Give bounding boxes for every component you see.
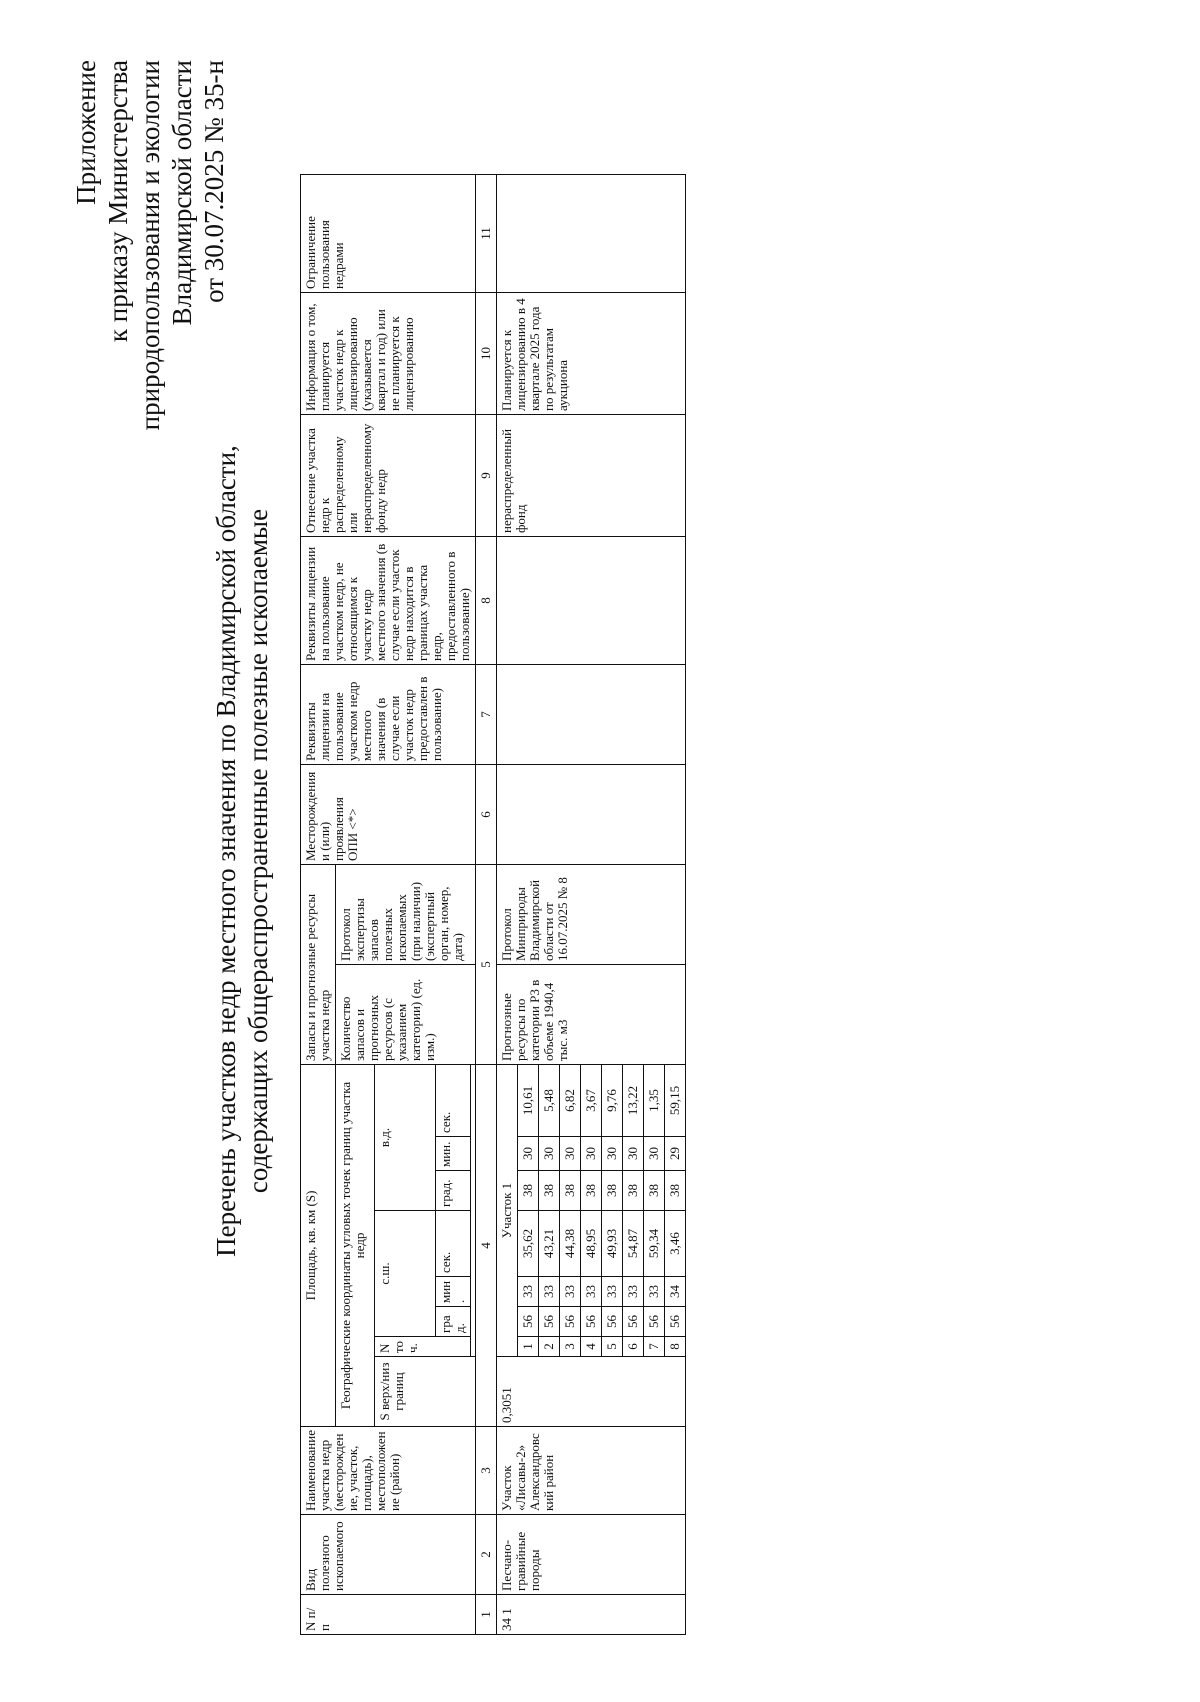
- lat-min: 33: [602, 1277, 623, 1307]
- plan-value: Планируется к лицензированию в 4 квартале 2025 года по результатам аукциона: [497, 293, 686, 415]
- point-number: 6: [623, 1337, 644, 1357]
- lon-sec: 59,15: [665, 1065, 686, 1137]
- header-deposits: Месторождения и (или) проявления ОПИ <*>: [301, 765, 476, 865]
- header-area: Площадь, кв. км (S): [301, 1065, 336, 1427]
- title-line: содержащих общераспространенные полезные ископаемые: [243, 508, 273, 1194]
- plot-label: Участок 1: [497, 1065, 518, 1357]
- header-line: от 30.07.2025 № 35-н: [199, 60, 229, 303]
- header-latitude: с.ш.: [374, 1211, 436, 1337]
- lon-sec: 10,61: [518, 1065, 539, 1137]
- header-line: Владимирской области: [167, 60, 197, 326]
- point-number: 7: [644, 1337, 665, 1357]
- plot-name: Участок «Лисавы-2» Александровский район: [497, 1427, 686, 1515]
- lon-min: 30: [644, 1137, 665, 1171]
- header-lon-min: мин.: [436, 1137, 471, 1171]
- lon-deg: 38: [539, 1171, 560, 1211]
- lat-deg: 56: [581, 1307, 602, 1337]
- lat-deg: 56: [602, 1307, 623, 1337]
- document-title: [210, 0, 274, 1702]
- point-number: 2: [539, 1337, 560, 1357]
- reserves-quantity: Прогнозные ресурсы по категории Р3 в объеме 1940,4 тыс. м3: [497, 965, 686, 1065]
- header-lat-min: мин.: [436, 1277, 471, 1307]
- header-n: N п/ п: [301, 1595, 476, 1635]
- lon-sec: 9,76: [602, 1065, 623, 1137]
- header-quantity: Количество запасов и прогнозных ресурсов (с указанием категории) (ед. изм.): [336, 965, 476, 1065]
- lat-deg: 56: [665, 1307, 686, 1337]
- column-number: 3: [476, 1427, 497, 1515]
- column-number: 4: [476, 1065, 497, 1427]
- lat-sec: 44,38: [560, 1211, 581, 1277]
- lat-min: 33: [644, 1277, 665, 1307]
- lat-min: 33: [518, 1277, 539, 1307]
- header-point-no: N точ.: [374, 1337, 471, 1357]
- order-attachment-header: [70, 60, 230, 430]
- lon-sec: 13,22: [623, 1065, 644, 1137]
- subsoil-plots-table: [300, 174, 686, 1635]
- lon-deg: 38: [644, 1171, 665, 1211]
- lon-min: 30: [581, 1137, 602, 1171]
- header-license-other: Реквизиты лицензии на пользование участком недр, не относящимся к участку недр местного значения (в случае если участок недр находится в границах участка недр, предоставленного в пользование): [301, 537, 476, 665]
- header-longitude: в.д.: [374, 1065, 436, 1211]
- license-local-value: [497, 665, 686, 765]
- header-lat-deg: град.: [436, 1307, 471, 1337]
- lat-sec: 3,46: [665, 1211, 686, 1277]
- lat-sec: 48,95: [581, 1211, 602, 1277]
- lat-deg: 56: [644, 1307, 665, 1337]
- lon-min: 30: [560, 1137, 581, 1171]
- table-row: [497, 175, 518, 1635]
- lat-sec: 59,34: [644, 1211, 665, 1277]
- column-number: 10: [476, 293, 497, 415]
- header-lon-deg: град.: [436, 1171, 471, 1211]
- header-plot-name: Наименование участка недр (месторождение, участок, площадь), местоположение (район): [301, 1427, 476, 1515]
- point-number: 4: [581, 1337, 602, 1357]
- lon-deg: 38: [581, 1171, 602, 1211]
- column-number: 11: [476, 175, 497, 293]
- header-lat-sec: сек.: [436, 1211, 471, 1277]
- lon-deg: 38: [665, 1171, 686, 1211]
- subsoil-plots-table-wrap: [300, 174, 686, 1635]
- license-other-value: [497, 537, 686, 665]
- header-line: к приказу Министерства: [103, 60, 133, 343]
- lon-deg: 38: [560, 1171, 581, 1211]
- lon-sec: 6,82: [560, 1065, 581, 1137]
- lat-sec: 54,87: [623, 1211, 644, 1277]
- column-number: 2: [476, 1515, 497, 1595]
- lat-sec: 49,93: [602, 1211, 623, 1277]
- column-number: 5: [476, 865, 497, 1065]
- header-restrictions: Ограничение пользования недрами: [301, 175, 476, 293]
- header-fund: Отнесение участка недр к распределенному или нераспределенному фонду недр: [301, 415, 476, 537]
- lon-deg: 38: [602, 1171, 623, 1211]
- header-license-local: Реквизиты лицензии на пользование участком недр местного значения (в случае если участок недр предоставлен в пользование): [301, 665, 476, 765]
- point-number: 8: [665, 1337, 686, 1357]
- header-mineral-type: Вид полезного ископаемого: [301, 1515, 476, 1595]
- lon-sec: 1,35: [644, 1065, 665, 1137]
- lat-min: 34: [665, 1277, 686, 1307]
- lon-min: 30: [623, 1137, 644, 1171]
- column-numbers-row: [476, 175, 497, 1635]
- expertise-protocol: Протокол Минприроды Владимирской области от 16.07.2025 № 8: [497, 865, 686, 965]
- restrictions-value: [497, 175, 686, 293]
- lat-deg: 56: [518, 1307, 539, 1337]
- lon-deg: 38: [623, 1171, 644, 1211]
- plot-area: 0,3051: [497, 1357, 686, 1427]
- point-number: 1: [518, 1337, 539, 1357]
- deposits-value: [497, 765, 686, 865]
- lat-min: 33: [623, 1277, 644, 1307]
- header-line: Приложение: [71, 60, 101, 205]
- lon-deg: 38: [518, 1171, 539, 1211]
- column-number: 1: [476, 1595, 497, 1635]
- column-number: 8: [476, 537, 497, 665]
- lat-deg: 56: [539, 1307, 560, 1337]
- point-number: 3: [560, 1337, 581, 1357]
- column-number: 9: [476, 415, 497, 537]
- title-line: Перечень участков недр местного значения по Владимирской области,: [211, 445, 241, 1257]
- header-plan: Информация о том, планируется участок недр к лицензированию (указывается квартал и год) или не планируется к лицензированию: [301, 293, 476, 415]
- lon-min: 30: [518, 1137, 539, 1171]
- lon-min: 29: [665, 1137, 686, 1171]
- column-number: 7: [476, 665, 497, 765]
- lat-sec: 35,62: [518, 1211, 539, 1277]
- lat-min: 33: [560, 1277, 581, 1307]
- lon-min: 30: [602, 1137, 623, 1171]
- lat-deg: 56: [560, 1307, 581, 1337]
- header-line: природопользования и экологии: [135, 60, 165, 431]
- lat-deg: 56: [623, 1307, 644, 1337]
- mineral-type: Песчано-гравийные породы: [497, 1515, 686, 1595]
- lon-min: 30: [539, 1137, 560, 1171]
- lat-min: 33: [539, 1277, 560, 1307]
- header-protocol: Протокол экспертизы запасов полезных ископаемых (при наличии) (экспертный орган, номер, дата): [336, 865, 476, 965]
- lon-sec: 3,67: [581, 1065, 602, 1137]
- header-geo-coordinates: Географические координаты угловых точек границ участка недр: [336, 1065, 375, 1427]
- point-number: 5: [602, 1337, 623, 1357]
- header-reserves: Запасы и прогнозные ресурсы участка недр: [301, 865, 336, 1065]
- column-number: 6: [476, 765, 497, 865]
- fund-value: нераспределенный фонд: [497, 415, 686, 537]
- lat-sec: 43,21: [539, 1211, 560, 1277]
- header-lon-sec: сек.: [436, 1065, 471, 1137]
- lon-sec: 5,48: [539, 1065, 560, 1137]
- row-number: 34 1: [497, 1595, 686, 1635]
- header-s-boundary: S верх/низ границ: [374, 1357, 476, 1427]
- lat-min: 33: [581, 1277, 602, 1307]
